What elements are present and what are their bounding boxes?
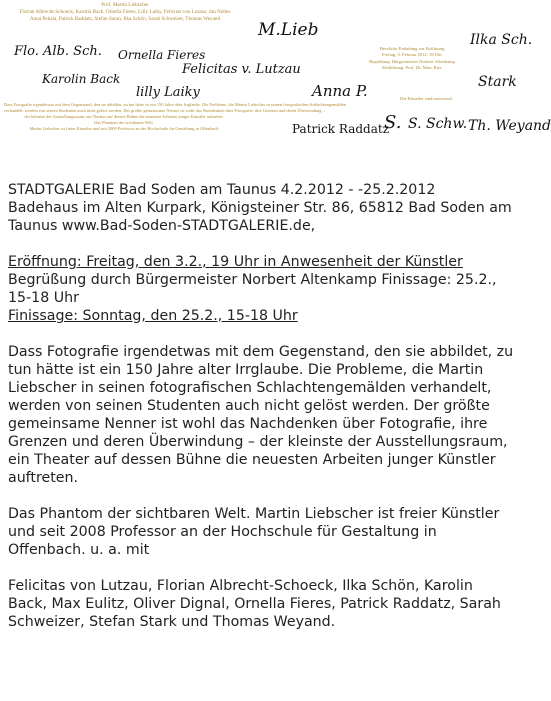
venue-line: Badehaus im Alten Kurpark, Königsteiner Str. 86, 65812 Bad Soden am <box>8 200 512 216</box>
card-heading-line: Anna Pekala, Patrick Raddatz, Stefan Saran, Ilka Schön, Sarah Schweizer, Thomas Weyand <box>29 16 221 23</box>
signature-laiky: lilly Laiky <box>136 85 200 100</box>
card-artists-present: Die Künstler sind anwesend <box>400 96 452 101</box>
artists-line: Back, Max Eulitz, Oliver Dignal, Ornella Fieres, Patrick Raddatz, Sarah <box>8 596 501 612</box>
description-line: werden von seinen Studenten auch nicht gelöst werden. Der größte <box>8 398 490 414</box>
card-invitation-line: Begrüßung: Bürgermeister Norbert Altenkamp <box>369 58 455 64</box>
description-line: ein Theater auf dessen Bühne die neuesten Arbeiten junger Künstler <box>8 452 496 468</box>
card-invitation-line: Herzliche Einladung zur Eröffnung <box>379 46 445 51</box>
phantom-line: und seit 2008 Professor an der Hochschule für Gestaltung in <box>8 524 437 540</box>
invitation-card-image <box>0 0 550 150</box>
opening-paragraph <box>8 253 548 325</box>
description-line: auftreten. <box>8 470 79 486</box>
venue-website: Taunus www.Bad-Soden-STADTGALERIE.de, <box>8 218 316 234</box>
description-line: Grenzen und deren Überwindung – der kleinste der Ausstellungsraum, <box>8 434 508 450</box>
phantom-paragraph <box>8 505 548 559</box>
card-description-line: der kleinste der Ausstellungsraum, ein Theater auf dessen Bühne die neuesten Arbeiten junger Künstler auftreten. <box>24 114 224 120</box>
signature-albrecht: Flo. Alb. Sch. <box>14 44 102 59</box>
description-paragraph <box>8 343 548 487</box>
description-line: Liebscher in seinen fotografischen Schlachtengemälden verhandelt, <box>8 380 492 396</box>
card-invitation-line: Freitag, 3. Februar 2012, 19 Uhr <box>382 52 442 58</box>
opening-line: Eröffnung: Freitag, den 3.2., 19 Uhr in Anwesenheit der Künstler <box>8 254 463 270</box>
signature-liebscher: M.Lieb <box>258 20 319 40</box>
card-description-line: verhandelt, werden von seinen Studenten auch nicht gelöst werden. Der größte gemeinsame Nenner ist wohl das Nachdenken über Fotografie, ihre Grenzen und deren Überwindung – <box>4 108 325 114</box>
card-heading-line: Prof. Martin Liebscher <box>101 2 149 8</box>
signature-anna: Anna P. <box>312 82 368 100</box>
artists-line: Schweizer, Stefan Stark und Thomas Weyand. <box>8 614 336 630</box>
card-heading-line: Florian Albrecht-Schoeck, Karolin Back, Ornella Fieres, Lilly Laiky, Felicitas von Lutzau, Jan Nolles <box>19 9 231 16</box>
announcement-text <box>8 181 548 631</box>
signature-fieres: Ornella Fieres <box>118 48 206 62</box>
signature-right-top: Ilka Sch. <box>470 32 533 48</box>
venue-paragraph <box>8 181 548 235</box>
greeting-line: Begrüßung durch Bürgermeister Norbert Altenkamp Finissage: 25.2., <box>8 272 497 288</box>
signature-back: Karolin Back <box>42 72 121 86</box>
signature-lutzau: Felicitas v. Lutzau <box>182 62 301 77</box>
card-description <box>4 102 346 132</box>
description-line: Dass Fotografie irgendetwas mit dem Gegenstand, den sie abbildet, zu <box>8 344 514 360</box>
card-description-line: Dass Fotografie irgendetwas mit dem Gegenstand, den sie abbildet, zu tun hätte ist ein 150 Jahre alter Irrglaube. Die Probleme, die Martin Liebscher in seinen fotografischen Schlachtengemälden <box>4 102 346 107</box>
venue-line: STADTGALERIE Bad Soden am Taunus 4.2.2012 - -25.2.2012 <box>8 182 436 198</box>
card-description-line: Martin Liebscher ist freier Künstler und seit 2008 Professor an der Hochschule für Gestaltung in Offenbach <box>29 126 219 132</box>
finissage-line: Finissage: Sonntag, den 25.2., 15-18 Uhr <box>8 308 298 324</box>
signature-right-mid: Stark <box>478 74 517 90</box>
signature-raddatz: Patrick Raddatz <box>292 122 390 136</box>
artists-paragraph <box>8 577 548 631</box>
description-line: tun hätte ist ein 150 Jahre alter Irrglaube. Die Probleme, die Martin <box>8 362 484 378</box>
signature-schweizer: S. Schw. <box>408 116 468 132</box>
signature-saran: S. <box>384 112 402 133</box>
greeting-line: 15-18 Uhr <box>8 290 79 306</box>
card-description-line: Das Phantom der sichtbaren Welt. <box>94 120 154 126</box>
card-invitation-line: Einführung: Prof. Dr. Marc Ries <box>382 64 442 70</box>
card-invitation-details <box>366 46 458 71</box>
phantom-line: Offenbach. u. a. mit <box>8 542 150 558</box>
card-heading <box>0 2 250 24</box>
signature-weyand: Th. Weyand <box>468 118 551 134</box>
description-line: gemeinsame Nenner ist wohl das Nachdenken über Fotografie, ihre <box>8 416 488 432</box>
artists-line: Felicitas von Lutzau, Florian Albrecht-Schoeck, Ilka Schön, Karolin <box>8 578 473 594</box>
phantom-line: Das Phantom der sichtbaren Welt. Martin Liebscher ist freier Künstler <box>8 506 500 522</box>
